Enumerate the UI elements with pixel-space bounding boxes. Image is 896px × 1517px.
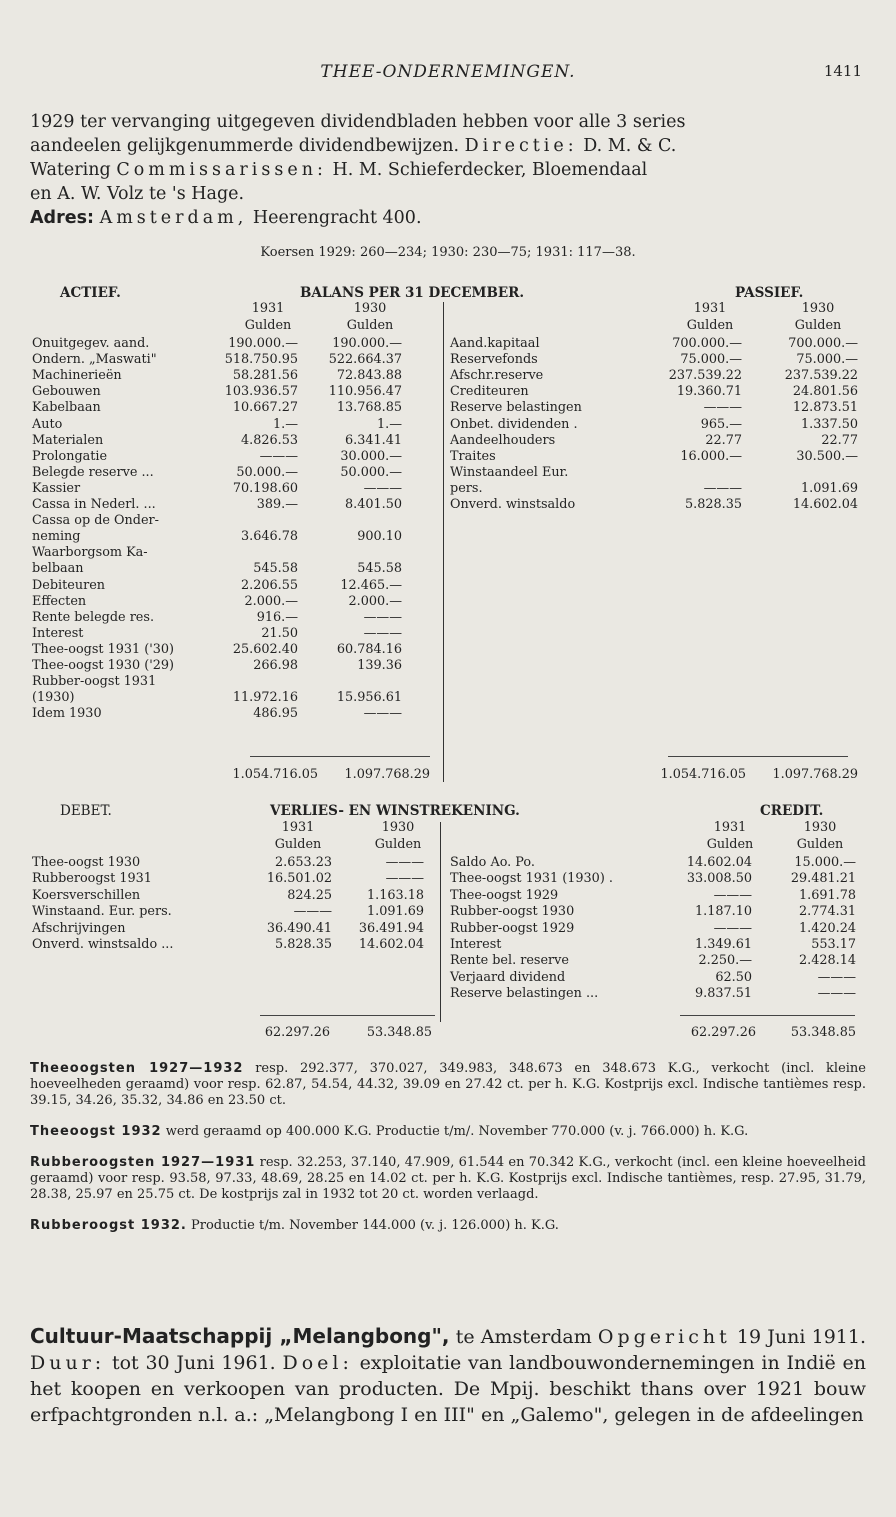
- value-1931: 62.50: [715, 969, 752, 985]
- col-unit: Gulden: [274, 837, 322, 852]
- value-1930: ———: [817, 986, 856, 1002]
- value-1930: 15.000.—: [794, 855, 856, 870]
- running-title: THEE-ONDERNEMINGEN.: [320, 62, 576, 82]
- row-label: Verjaard dividend: [450, 969, 566, 985]
- value-1931: 75.000.—: [680, 352, 742, 368]
- value-1930: 700.000.—: [788, 336, 858, 351]
- table-row: [32, 626, 432, 641]
- value-1931: 21.50: [261, 625, 298, 641]
- intro-paragraph: [30, 110, 866, 230]
- duur-label: Duur:: [30, 1352, 106, 1374]
- table-row: [32, 545, 432, 560]
- value-1930: 237.539.22: [784, 368, 858, 384]
- table-row: [32, 497, 432, 512]
- adres-street: Heerengracht 400.: [252, 208, 422, 228]
- row-label: Effecten: [32, 593, 87, 609]
- total-passief-1930: 1.097.768.29: [772, 767, 858, 782]
- row-label: Saldo Ao. Po.: [450, 855, 535, 870]
- total-actief-1931: 1.054.716.05: [232, 767, 318, 782]
- value-1931: 1.187.10: [695, 904, 752, 920]
- intro-text: aandeelen gelijkgenummerde dividendbewijzen.: [30, 136, 460, 156]
- value-1930: ———: [817, 969, 856, 985]
- row-label: Aandeelhouders: [450, 432, 556, 448]
- table-row: [32, 855, 432, 870]
- koersen-line: Koersen 1929: 260—234; 1930: 230—75; 1931: 117—38.: [260, 245, 636, 260]
- winst-title: VERLIES- EN WINSTREKENING.: [270, 803, 520, 819]
- value-1931: ———: [713, 920, 752, 936]
- col-year: 1930: [353, 301, 387, 316]
- value-1930: 545.58: [357, 561, 402, 577]
- company-name: Cultuur-Maatschappij „Melangbong",: [30, 1324, 450, 1348]
- table-row: [32, 384, 432, 399]
- value-1930: 14.602.04: [358, 937, 424, 952]
- row-label: Onverd. winstsaldo ...: [32, 937, 174, 952]
- intro-line: en A. W. Volz te 's Hage.: [30, 184, 245, 204]
- table-row: [32, 937, 432, 952]
- table-row: [450, 953, 860, 968]
- value-1930: 1.091.69: [801, 480, 858, 496]
- value-1931: 190.000.—: [228, 336, 298, 351]
- row-label: Prolongatie: [32, 448, 108, 464]
- row-label: Machinerieën: [32, 368, 122, 384]
- table-row: [32, 417, 432, 432]
- value-1931: 545.58: [253, 561, 298, 577]
- table-row: [32, 674, 432, 689]
- col-year: 1931: [693, 301, 727, 316]
- row-label: Onbet. dividenden .: [450, 416, 578, 432]
- table-row: [450, 904, 860, 919]
- value-1930: 30.500.—: [796, 448, 858, 464]
- value-1931: 16.501.02: [266, 871, 332, 887]
- table-row: [32, 433, 432, 448]
- note-heading: Rubberoogst 1932.: [30, 1218, 187, 1233]
- value-1930: 900.10: [357, 529, 402, 545]
- table-row: [450, 352, 860, 367]
- value-1930: 36.491.94: [358, 920, 424, 936]
- value-1931: 2.000.—: [244, 593, 298, 609]
- value-1931: 50.000.—: [236, 464, 298, 480]
- value-1931: 2.206.55: [241, 577, 298, 593]
- value-1931: 5.828.35: [275, 937, 332, 952]
- value-1930: 1.420.24: [799, 920, 856, 936]
- value-1931: 2.653.23: [275, 855, 332, 870]
- row-label: Onuitgegev. aand.: [32, 336, 150, 351]
- value-1930: ———: [363, 609, 402, 625]
- note-paragraph: [30, 1218, 866, 1234]
- value-1930: 1.337.50: [801, 416, 858, 432]
- col-unit: Gulden: [796, 837, 844, 852]
- total-rule: [250, 756, 430, 757]
- value-1930: 1.091.69: [367, 904, 424, 920]
- total-actief-1930: 1.097.768.29: [344, 767, 430, 782]
- table-row: [450, 465, 860, 480]
- value-1930: 2.428.14: [799, 953, 856, 969]
- row-label: Afschrijvingen: [32, 920, 126, 936]
- row-label: Waarborgsom Ka-: [32, 545, 148, 561]
- value-1930: 72.843.88: [336, 368, 402, 384]
- value-1930: 60.784.16: [336, 641, 402, 657]
- value-1931: 19.360.71: [676, 384, 742, 400]
- adres-label: Adres:: [30, 208, 94, 228]
- table-row: [32, 529, 432, 544]
- value-1931: 14.602.04: [686, 855, 752, 870]
- value-1930: 110.956.47: [328, 384, 402, 400]
- table-row: [450, 400, 860, 415]
- col-year: 1930: [381, 820, 415, 835]
- value-1930: 2.000.—: [348, 593, 402, 609]
- column-divider: [440, 822, 441, 1022]
- note-paragraph: [30, 1124, 866, 1140]
- row-label: Kabelbaan: [32, 400, 101, 416]
- intro-text: Watering: [30, 160, 111, 180]
- table-row: [450, 481, 860, 496]
- table-row: [450, 937, 860, 952]
- col-unit: Gulden: [374, 837, 422, 852]
- value-1931: ———: [703, 400, 742, 416]
- row-label: Thee-oogst 1931 ('30): [32, 641, 175, 657]
- table-row: [32, 706, 432, 721]
- value-1930: 1.691.78: [799, 887, 856, 903]
- value-1930: 522.664.37: [328, 352, 402, 368]
- value-1931: 389.—: [256, 497, 298, 512]
- row-label: Interest: [450, 937, 502, 952]
- value-1930: 29.481.21: [790, 871, 856, 887]
- value-1930: 12.873.51: [792, 400, 858, 416]
- value-1930: 6.341.41: [345, 432, 402, 448]
- table-row: [450, 336, 860, 351]
- table-row: [450, 970, 860, 985]
- value-1931: 5.828.35: [685, 497, 742, 512]
- row-label: Aand.kapitaal: [450, 336, 540, 351]
- row-label: Rubber-oogst 1931: [32, 674, 157, 690]
- row-label: Winstaandeel Eur.: [450, 464, 569, 480]
- value-1931: ———: [293, 904, 332, 920]
- value-1931: 25.602.40: [232, 641, 298, 657]
- duur-value: tot 30 Juni 1961.: [111, 1352, 276, 1374]
- row-label: Interest: [32, 625, 84, 641]
- value-1931: 916.—: [256, 609, 298, 625]
- table-row: [32, 336, 432, 351]
- table-row: [32, 594, 432, 609]
- row-label: Rubber-oogst 1929: [450, 920, 575, 936]
- value-1930: 553.17: [811, 937, 856, 952]
- doel-label: Doel:: [282, 1352, 353, 1374]
- note-heading: Theeoogst 1932: [30, 1124, 162, 1139]
- col-year: 1930: [801, 301, 835, 316]
- adres-city: Amsterdam,: [99, 208, 248, 228]
- page-number: 1411: [823, 62, 862, 80]
- table-row: [450, 855, 860, 870]
- passief-label: PASSIEF.: [735, 285, 804, 301]
- note-text: resp. 32.253, 37.140, 47.909, 61.544 en 70.342 K.G., verkocht (incl. een kleine hoeveelheid geraamd) voor resp. 93.58, 97.33, 48.69, 28.25 en 14.02 ct. per h. K.G. Kostprijs excl. Indische tantièmes, resp. 27.95, 31.79, 28.38, 25.97 en 25.75 ct. De kostprijs zal in 1932 tot 20 ct. worden verlaagd.: [30, 1155, 866, 1202]
- note-heading: Theeoogsten 1927—1932: [30, 1061, 244, 1076]
- col-unit: Gulden: [706, 837, 754, 852]
- row-label: Thee-oogst 1930 ('29): [32, 658, 175, 673]
- value-1930: 50.000.—: [340, 464, 402, 480]
- opgericht-value: 19 Juni 1911.: [736, 1326, 867, 1348]
- col-unit: Gulden: [346, 318, 394, 333]
- directie-label: Directie:: [464, 136, 578, 156]
- total-debet-1931: 62.297.26: [264, 1025, 330, 1040]
- table-row: [450, 871, 860, 886]
- row-label: Koersverschillen: [32, 887, 141, 903]
- value-1931: 9.837.51: [695, 986, 752, 1002]
- row-label: Rubberoogst 1931: [32, 871, 152, 887]
- value-1931: 824.25: [287, 887, 332, 903]
- column-divider: [443, 302, 444, 782]
- table-row: [32, 642, 432, 657]
- table-row: [450, 433, 860, 448]
- table-row: [32, 888, 432, 903]
- row-label: Rente bel. reserve: [450, 953, 569, 969]
- running-header: [0, 62, 896, 86]
- value-1930: 1.163.18: [367, 887, 424, 903]
- intro-line: [30, 134, 866, 158]
- note-paragraph: [30, 1061, 866, 1109]
- row-label: Crediteuren: [450, 384, 529, 400]
- row-label: Belegde reserve ...: [32, 464, 154, 480]
- row-label: Debiteuren: [32, 577, 106, 593]
- commissarissen-label: Commissarissen:: [116, 160, 327, 180]
- value-1931: 1.—: [272, 416, 298, 432]
- table-row: [32, 690, 432, 705]
- row-label: Cassa in Nederl. ...: [32, 497, 156, 512]
- row-label: Reservefonds: [450, 352, 538, 368]
- total-passief-1931: 1.054.716.05: [660, 767, 746, 782]
- row-label: Materialen: [32, 432, 104, 448]
- table-row: [450, 417, 860, 432]
- intro-text: D. M. & C.: [583, 136, 677, 156]
- company-entry: [30, 1323, 866, 1428]
- value-1930: 190.000.—: [332, 336, 402, 351]
- value-1930: 139.36: [357, 658, 402, 673]
- value-1931: ———: [703, 480, 742, 496]
- adres-line: [30, 206, 866, 230]
- row-label: Afschr.reserve: [450, 368, 544, 384]
- total-rule: [668, 756, 848, 757]
- value-1931: 266.98: [253, 658, 298, 673]
- table-row: [450, 384, 860, 399]
- col-unit: Gulden: [794, 318, 842, 333]
- value-1931: 3.646.78: [241, 529, 298, 545]
- row-label: Kassier: [32, 480, 81, 496]
- table-row: [450, 449, 860, 464]
- total-credit-1930: 53.348.85: [790, 1025, 856, 1040]
- value-1931: 965.—: [700, 416, 742, 432]
- row-label: Reserve belastingen: [450, 400, 582, 416]
- value-1931: 2.250.—: [698, 953, 752, 969]
- row-label: Cassa op de Onder-: [32, 513, 159, 529]
- row-label: Gebouwen: [32, 384, 101, 400]
- balans-title: BALANS PER 31 DECEMBER.: [300, 285, 525, 301]
- row-label: Thee-oogst 1930: [32, 855, 141, 870]
- value-1930: 30.000.—: [340, 448, 402, 464]
- value-1931: 237.539.22: [668, 368, 742, 384]
- total-debet-1930: 53.348.85: [366, 1025, 432, 1040]
- intro-line: 1929 ter vervanging uitgegeven dividendbladen hebben voor alle 3 series: [30, 112, 686, 132]
- company-paragraph: [30, 1323, 866, 1428]
- notes-section: [30, 1061, 866, 1249]
- table-row: [32, 465, 432, 480]
- value-1930: 8.401.50: [345, 497, 402, 512]
- row-label: Rente belegde res.: [32, 609, 155, 625]
- row-label: Thee-oogst 1931 (1930) .: [450, 871, 613, 887]
- col-year: 1931: [251, 301, 285, 316]
- value-1930: 2.774.31: [799, 904, 856, 920]
- value-1930: 75.000.—: [796, 352, 858, 368]
- company-location: te Amsterdam: [455, 1326, 592, 1348]
- table-row: [450, 921, 860, 936]
- actief-label: ACTIEF.: [60, 285, 121, 301]
- value-1931: ———: [713, 887, 752, 903]
- table-row: [32, 658, 432, 673]
- value-1930: 22.77: [821, 432, 858, 448]
- col-unit: Gulden: [686, 318, 734, 333]
- table-row: [450, 368, 860, 383]
- table-row: [32, 921, 432, 936]
- row-label: Traites: [450, 448, 496, 464]
- value-1930: 15.956.61: [336, 690, 402, 706]
- value-1930: 1.—: [376, 416, 402, 432]
- table-row: [32, 904, 432, 919]
- note-text: resp. 292.377, 370.027, 349.983, 348.673 en 348.673 K.G., verkocht (incl. kleine hoeveelheden geraamd) voor resp. 62.87, 54.54, 44.32, 39.09 en 27.42 ct. per h. K.G. Kostprijs excl. Indische tantièmes resp. 39.15, 34.26, 35.32, 34.86 en 23.50 ct.: [30, 1061, 866, 1108]
- table-row: [32, 578, 432, 593]
- value-1930: ———: [363, 480, 402, 496]
- value-1930: ———: [385, 871, 424, 887]
- row-label: (1930): [32, 690, 75, 706]
- table-row: [32, 610, 432, 625]
- row-label: pers.: [450, 480, 483, 496]
- table-row: [32, 513, 432, 528]
- table-row: [32, 400, 432, 415]
- row-label: Rubber-oogst 1930: [450, 904, 575, 920]
- col-year: 1930: [803, 820, 837, 835]
- table-row: [450, 888, 860, 903]
- row-label: Onverd. winstsaldo: [450, 497, 576, 512]
- table-row: [32, 871, 432, 886]
- row-label: neming: [32, 529, 81, 545]
- note-heading: Rubberoogsten 1927—1931: [30, 1155, 256, 1170]
- doel-value: exploitatie van landbouwondernemingen in Indië en het koopen en verkoopen van producten. De Mpij. beschikt thans over 1921 bouw erfpachtgronden n.l. a.: „Melangbong I en III" en „Galemo", gelegen in de afdeelingen: [30, 1352, 866, 1426]
- value-1931: 103.936.57: [224, 384, 298, 400]
- table-row: [32, 352, 432, 367]
- total-credit-1931: 62.297.26: [690, 1025, 756, 1040]
- value-1931: 58.281.56: [232, 368, 298, 384]
- value-1931: 36.490.41: [266, 920, 332, 936]
- row-label: belbaan: [32, 561, 84, 577]
- table-row: [32, 368, 432, 383]
- table-row: [32, 561, 432, 576]
- value-1931: 33.008.50: [686, 871, 752, 887]
- value-1930: 12.465.—: [340, 577, 402, 593]
- value-1931: 700.000.—: [672, 336, 742, 351]
- value-1930: 13.768.85: [336, 400, 402, 416]
- table-row: [32, 481, 432, 496]
- value-1930: 24.801.56: [792, 384, 858, 400]
- value-1931: 70.198.60: [232, 480, 298, 496]
- row-label: Idem 1930: [32, 706, 102, 722]
- total-rule: [680, 1015, 855, 1016]
- value-1931: ———: [259, 448, 298, 464]
- value-1931: 4.826.53: [241, 432, 298, 448]
- value-1931: 1.349.61: [695, 937, 752, 952]
- value-1930: ———: [363, 706, 402, 722]
- value-1931: 16.000.—: [680, 448, 742, 464]
- intro-text: H. M. Schieferdecker, Bloemendaal: [332, 160, 648, 180]
- value-1930: ———: [363, 625, 402, 641]
- note-text: werd geraamd op 400.000 K.G. Productie t/m/. November 770.000 (v. j. 766.000) h. K.G.: [165, 1124, 749, 1139]
- opgericht-label: Opgericht: [597, 1326, 731, 1348]
- intro-line: [30, 158, 866, 182]
- table-row: [450, 986, 860, 1001]
- col-year: 1931: [713, 820, 747, 835]
- table-row: [32, 449, 432, 464]
- debet-label: DEBET.: [60, 803, 112, 819]
- value-1931: 11.972.16: [232, 690, 298, 706]
- row-label: Ondern. „Maswati": [32, 352, 157, 368]
- note-text: Productie t/m. November 144.000 (v. j. 126.000) h. K.G.: [191, 1218, 559, 1233]
- value-1931: 22.77: [705, 432, 742, 448]
- value-1931: 486.95: [253, 706, 298, 722]
- col-unit: Gulden: [244, 318, 292, 333]
- table-row: [450, 497, 860, 512]
- note-paragraph: [30, 1155, 866, 1203]
- credit-label: CREDIT.: [760, 803, 824, 819]
- row-label: Auto: [32, 416, 63, 432]
- value-1930: 14.602.04: [792, 497, 858, 512]
- total-rule: [260, 1015, 435, 1016]
- row-label: Thee-oogst 1929: [450, 887, 559, 903]
- value-1931: 10.667.27: [232, 400, 298, 416]
- col-year: 1931: [281, 820, 315, 835]
- value-1931: 518.750.95: [224, 352, 298, 368]
- row-label: Reserve belastingen ...: [450, 986, 599, 1002]
- row-label: Winstaand. Eur. pers.: [32, 904, 172, 920]
- value-1930: ———: [385, 855, 424, 870]
